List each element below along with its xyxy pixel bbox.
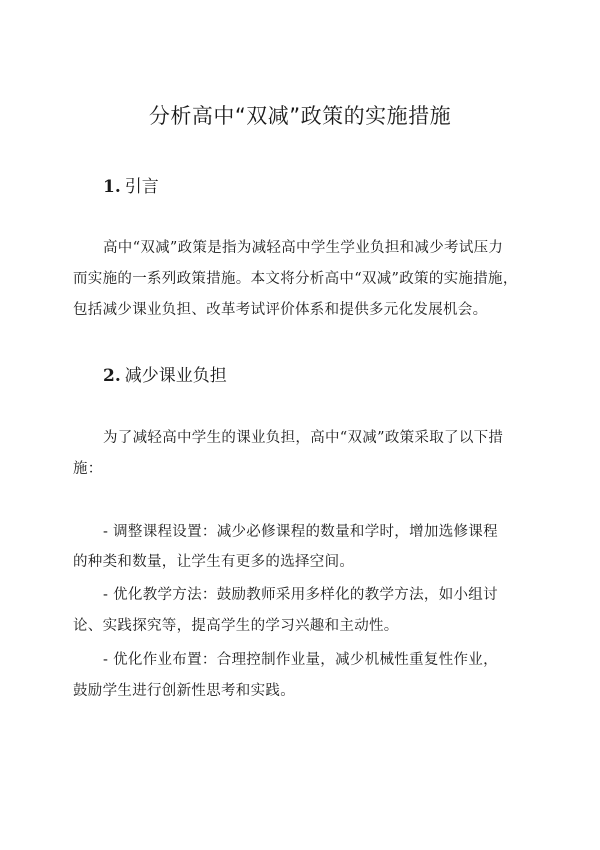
intro-paragraph-line: 高中“双减”政策是指为减轻高中学生学业负担和减少考试压力 xyxy=(103,240,504,256)
list-item-teaching-method-cont: 论、实践探究等，提高学生的学习兴趣和主动性。 xyxy=(73,618,399,634)
intro-paragraph-line: 包括减少课业负担、改革考试评价体系和提供多元化发展机会。 xyxy=(73,302,488,318)
document-title: 分析高中“双减”政策的实施措施 xyxy=(148,104,452,128)
list-item-course-setting-cont: 的种类和数量，让学生有更多的选择空间。 xyxy=(73,554,355,570)
section-number: 1. xyxy=(103,177,121,197)
measures-intro-line: 施： xyxy=(73,461,103,477)
list-item-teaching-method: - 优化教学方法：鼓励教师采用多样化的教学方法，如小组讨 xyxy=(103,587,498,603)
intro-paragraph-line: 而实施的一系列政策措施。本文将分析高中“双减”政策的实施措施， xyxy=(73,271,518,287)
section-title: 引言 xyxy=(124,177,159,197)
section-title: 减少课业负担 xyxy=(124,366,227,386)
measures-intro-line: 为了减轻高中学生的课业负担，高中“双减”政策采取了以下措 xyxy=(103,430,504,446)
list-item-course-setting: - 调整课程设置：减少必修课程的数量和学时，增加选修课程 xyxy=(103,524,498,540)
section-number: 2. xyxy=(103,366,121,386)
section-heading-introduction xyxy=(103,172,159,197)
list-item-homework-cont: 鼓励学生进行创新性思考和实践。 xyxy=(73,683,295,699)
section-heading-reduce-burden xyxy=(103,361,227,386)
list-item-homework: - 优化作业布置：合理控制作业量，减少机械性重复性作业， xyxy=(103,652,498,668)
